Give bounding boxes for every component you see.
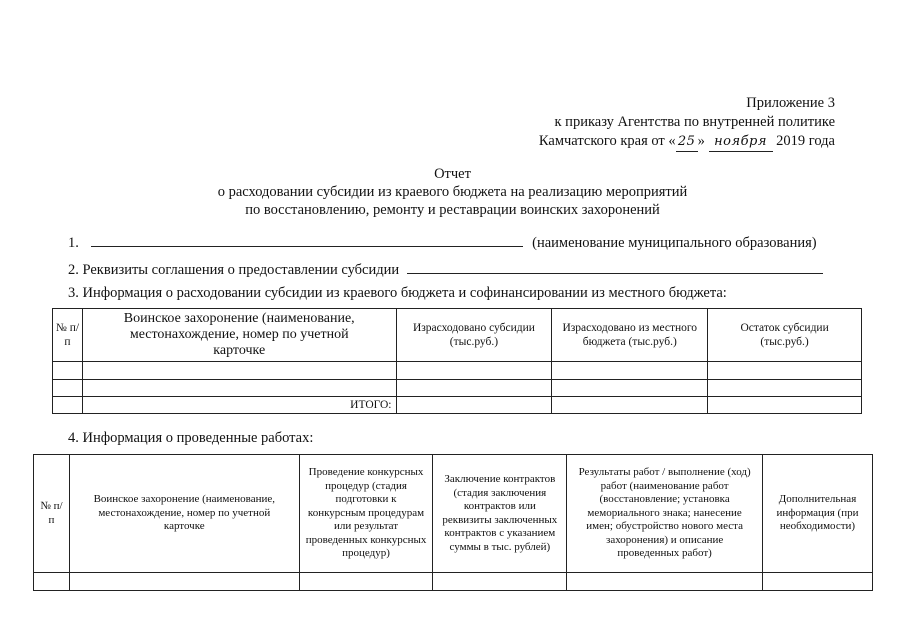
- works-table: [33, 454, 873, 591]
- total-subsidy-cell[interactable]: [396, 397, 552, 414]
- table-cell[interactable]: [396, 362, 552, 380]
- report-title: [0, 165, 905, 219]
- table-cell[interactable]: [82, 380, 396, 397]
- title-line-3: по восстановлению, ремонту и реставрации воинских захоронений: [245, 202, 660, 218]
- item-4-label: 4. Информация о проведенные работах:: [68, 430, 314, 446]
- municipality-blank[interactable]: [91, 232, 523, 247]
- expenditure-table-header: [53, 309, 862, 362]
- item-1-number: 1.: [68, 235, 79, 251]
- agreement-details-blank[interactable]: [407, 259, 823, 274]
- total-row: [53, 397, 862, 414]
- handwritten-month: ноября: [709, 132, 773, 152]
- table-cell[interactable]: [552, 380, 708, 397]
- item-2: [68, 259, 823, 279]
- header-subsidy-remainder: Остаток субсидии (тыс.руб.): [708, 309, 862, 362]
- item-1: [68, 232, 817, 252]
- item-1-caption: (наименование муниципального образования): [532, 235, 817, 251]
- table-cell: [53, 397, 83, 414]
- table-cell[interactable]: [567, 573, 763, 591]
- item-2-label: 2. Реквизиты соглашения о предоставлении субсидии: [68, 262, 400, 278]
- table-cell[interactable]: [69, 573, 299, 591]
- table-row: [53, 380, 862, 397]
- table-cell[interactable]: [53, 380, 83, 397]
- header-local-spent: Израсходовано из местного бюджета (тыс.руб.): [552, 309, 708, 362]
- table-cell[interactable]: [53, 362, 83, 380]
- header-burial: Воинское захоронение (наименование, местонахождение, номер по учетной карточке: [69, 455, 299, 573]
- table-cell[interactable]: [396, 380, 552, 397]
- appendix-number: Приложение 3: [746, 95, 835, 111]
- title-line-1: Отчет: [434, 166, 471, 182]
- header-additional-info: Дополнительная информация (при необходимости): [762, 455, 872, 573]
- table-cell[interactable]: [552, 362, 708, 380]
- header-contracts: Заключение контрактов (стадия заключения контрактов или реквизиты заключенных контрактов с указанием суммы в тыс. рублей): [433, 455, 567, 573]
- appendix-order-ref: к приказу Агентства по внутренней политике: [554, 114, 835, 130]
- total-remainder-cell[interactable]: [708, 397, 862, 414]
- header-number: № п/п: [34, 455, 70, 573]
- item-4: [68, 430, 313, 447]
- appendix-header: [539, 94, 835, 152]
- table-cell[interactable]: [708, 380, 862, 397]
- total-label: ИТОГО:: [82, 397, 396, 414]
- header-tender-procedures: Проведение конкурсных процедур (стадия подготовки к конкурсным процедурам или результат проведенных конкурсных процедур): [299, 455, 433, 573]
- header-number: № п/п: [53, 309, 83, 362]
- header-subsidy-spent: Израсходовано субсидии (тыс.руб.): [396, 309, 552, 362]
- table-cell[interactable]: [299, 573, 433, 591]
- header-burial: Воинское захоронение (наименование, местонахождение, номер по учетной карточке: [82, 309, 396, 362]
- table-cell[interactable]: [762, 573, 872, 591]
- table-cell[interactable]: [34, 573, 70, 591]
- handwritten-day: 25: [676, 132, 698, 152]
- title-line-2: о расходовании субсидии из краевого бюджета на реализацию мероприятий: [217, 184, 688, 200]
- table-cell[interactable]: [82, 362, 396, 380]
- item-3: [68, 285, 727, 302]
- table-cell[interactable]: [708, 362, 862, 380]
- table-cell[interactable]: [433, 573, 567, 591]
- total-local-cell[interactable]: [552, 397, 708, 414]
- works-table-header: [34, 455, 873, 573]
- item-3-label: 3. Информация о расходовании субсидии из краевого бюджета и софинансировании из местного бюджета:: [68, 285, 727, 301]
- table-row: [34, 573, 873, 591]
- header-work-results: Результаты работ / выполнение (ход) работ (наименование работ (восстановление; установка мемориального знака; нанесение имен; обустройство нового места захоронения) и описание проведенных работ): [567, 455, 763, 573]
- table-row: [53, 362, 862, 380]
- expenditure-table: [52, 308, 862, 414]
- appendix-order-date: Камчатского края от « 25 » ноября 2019 года: [539, 132, 835, 152]
